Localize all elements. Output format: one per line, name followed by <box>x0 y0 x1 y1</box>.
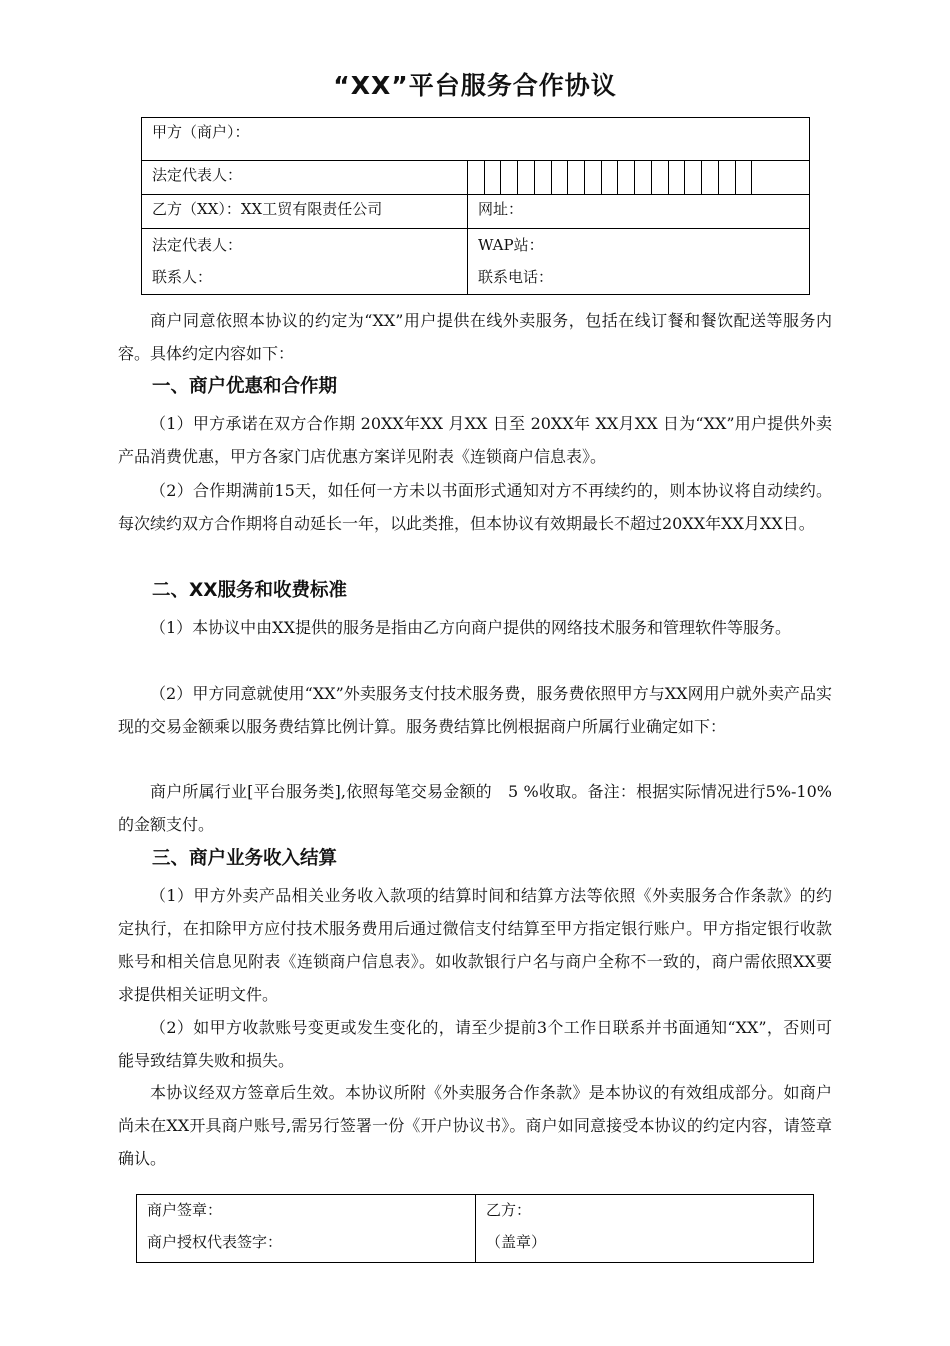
section-3-heading: 三、商户业务收入结算 <box>152 848 338 869</box>
section-1-para-1: （1）甲方承诺在双方合作期 20XX年XX 月XX 日至 20XX年 XX月XX 日为“XX”用户提供外卖产品消费优惠，甲方各家门店优惠方案详见附表《连锁商户信息表》。 <box>118 414 832 466</box>
section-1-heading: 一、商户优惠和合作期 <box>152 376 338 397</box>
party-b-sign-label: 乙方： <box>486 1201 532 1219</box>
wap-label: WAP站： <box>478 236 544 254</box>
section-3-para-2: （2）如甲方收款账号变更或发生变化的，请至少提前3个工作日联系并书面通知“XX”，否则可能导致结算失败和损失。 <box>118 1018 832 1070</box>
document-title: “XX”平台服务合作协议 <box>333 71 617 100</box>
legal-rep-a-cell: 法定代表人： <box>142 161 468 195</box>
section-2-para-3: 商户所属行业[平台服务类],依照每笔交易金额的 5 %收取。备注：根据实际情况进行5%-10%的金额支付。 <box>118 782 832 834</box>
website-cell: 网址： <box>468 195 810 229</box>
closing-paragraph: 本协议经双方签章后生效。本协议所附《外卖服务合作条款》是本协议的有效组成部分。如商户尚未在XX开具商户账号,需另行签署一份《开户协议书》。商户如同意接受本协议的约定内容，请签章确认。 <box>118 1083 832 1168</box>
intro-paragraph: 商户同意依照本协议的约定为“XX”用户提供在线外卖服务，包括在线订餐和餐饮配送等服务内容。具体约定内容如下： <box>118 311 832 363</box>
section-2-para-2: （2）甲方同意就使用“XX”外卖服务支付技术服务费，服务费依照甲方与XX网用户就外卖产品实现的交易金额乘以服务费结算比例计算。服务费结算比例根据商户所属行业确定如下： <box>118 684 832 736</box>
merchant-seal-label: 商户签章： <box>147 1201 223 1219</box>
section-2-para-1: （1）本协议中由XX提供的服务是指由乙方向商户提供的网络技术服务和管理软件等服务。 <box>150 618 791 637</box>
section-2-heading: 二、XX服务和收费标准 <box>152 580 348 601</box>
merchant-signature-cell <box>137 1195 476 1263</box>
party-b-signature-cell <box>476 1195 814 1263</box>
signature-table <box>136 1194 814 1263</box>
id-number-boxes <box>468 161 810 195</box>
phone-label: 联系电话： <box>478 268 554 286</box>
party-b-cell: 乙方（XX）：XX工贸有限责任公司 <box>142 195 468 229</box>
section-1-para-2: （2）合作期满前15天，如任何一方未以书面形式通知对方不再续约的，则本协议将自动续约。每次续约双方合作期将自动延长一年，以此类推，但本协议有效期最长不超过20XX年XX月XX日。 <box>118 481 832 533</box>
party-b-contact-cell <box>142 229 468 295</box>
section-3-para-1: （1）甲方外卖产品相关业务收入款项的结算时间和结算方法等依照《外卖服务合作条款》的约定执行，在扣除甲方应付技术服务费用后通过微信支付结算至甲方指定银行账户。甲方指定银行收款账号和相关信息见附表《连锁商户信息表》。如收款银行户名与商户全称不一致的，商户需依照XX要求提供相关证明文件。 <box>118 886 832 1004</box>
party-info-table <box>141 117 810 295</box>
seal-label: （盖章） <box>486 1233 547 1251</box>
party-a-cell: 甲方（商户）： <box>142 118 810 161</box>
contact-label: 联系人： <box>152 268 213 286</box>
wap-phone-cell <box>468 229 810 295</box>
legal-rep-b-label: 法定代表人： <box>152 236 243 254</box>
merchant-rep-label: 商户授权代表签字： <box>147 1233 283 1251</box>
